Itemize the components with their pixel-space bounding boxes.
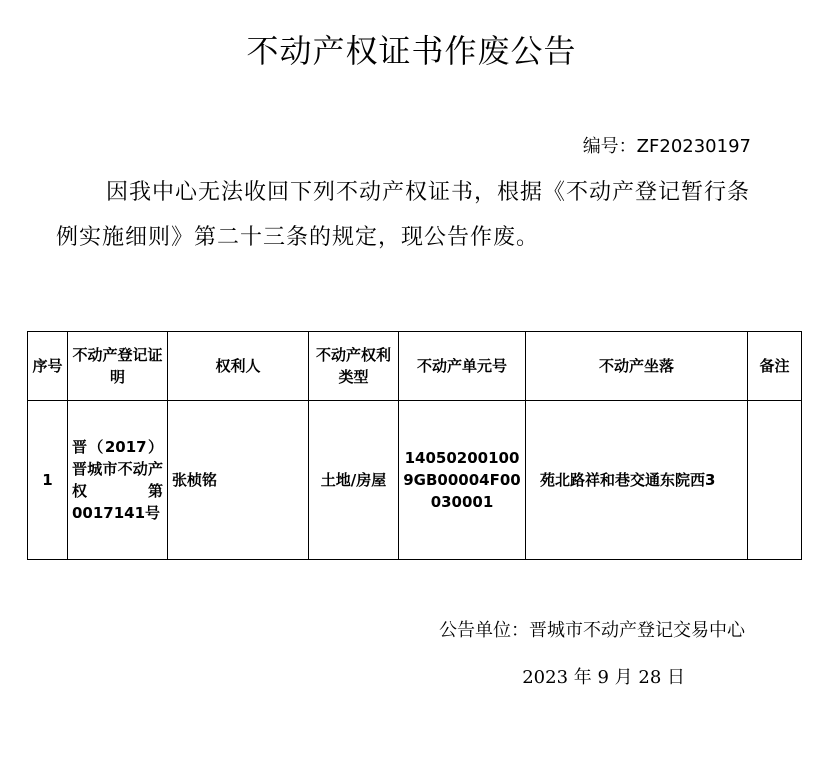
cell-owner: 张桢铭 bbox=[168, 401, 309, 560]
publish-date: 2023 年 9 月 28 日 bbox=[522, 667, 685, 688]
cell-remark bbox=[748, 401, 802, 560]
publishing-unit: 公告单位：晋城市不动产登记交易中心 bbox=[439, 620, 745, 641]
table-row bbox=[28, 401, 802, 560]
cell-unit: 140502001009GB00004F00030001 bbox=[399, 401, 526, 560]
header-type: 不动产权利类型 bbox=[309, 332, 399, 401]
cell-type: 土地/房屋 bbox=[309, 401, 399, 560]
page-title: 不动产权证书作废公告 bbox=[246, 32, 577, 70]
certificate-table bbox=[27, 331, 802, 560]
header-location: 不动产坐落 bbox=[526, 332, 748, 401]
announcement-body: 因我中心无法收回下列不动产权证书，根据《不动产登记暂行条例实施细则》第二十三条的规定，现公告作废。 bbox=[56, 180, 751, 250]
header-seq: 序号 bbox=[28, 332, 68, 401]
header-owner: 权利人 bbox=[168, 332, 309, 401]
cell-location: 苑北路祥和巷交通东院西3 bbox=[526, 401, 748, 560]
table-header-row bbox=[28, 332, 802, 401]
cell-cert: 晋（2017）晋城市不动产权第0017141号 bbox=[68, 401, 168, 560]
header-remark: 备注 bbox=[748, 332, 802, 401]
header-unit: 不动产单元号 bbox=[399, 332, 526, 401]
header-cert: 不动产登记证明 bbox=[68, 332, 168, 401]
cell-seq: 1 bbox=[28, 401, 68, 560]
document-number: 编号：ZF20230197 bbox=[582, 136, 751, 157]
